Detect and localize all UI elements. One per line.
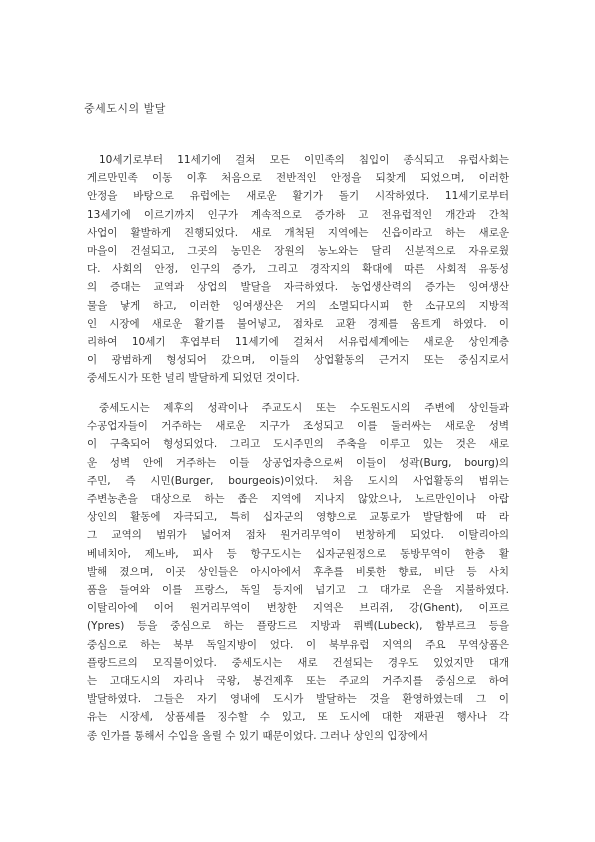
paragraph-line: 중심으로 하는 북부 독일지방이 었다. 이 북부유럽 지역의 주요 무역상품은 [87,638,509,651]
paragraph-line: 물을 낳게 하고, 이러한 잉여생산은 거의 소멸되다시피 한 소규모의 지방적 [87,299,509,312]
paragraph-line: 주변농촌을 대상으로 하는 좁은 지역에 지나지 않았으나, 노르만인이나 아랍 [87,493,509,505]
paragraph-line: 마을이 건설되고, 그곳의 농민은 장원의 농노와는 달리 신분적으로 자유로웠 [87,245,509,257]
paragraph-line: 그 교역의 범위가 넓어져 점차 원거리무역이 번창하게 되었다. 이탈리아의 [87,529,509,542]
paragraph-line: 베네치아, 제노바, 피사 등 항구도시는 십자군원정으로 동방무역이 한층 활 [87,547,509,560]
paragraph-line: 품을 들여와 이를 프랑스, 독일 등지에 넘기고 그 대가로 은을 지불하였다. [87,584,509,596]
paragraph-line: 주민, 즉 시민(Burger, bourgeois)이었다. 처음 도시의 사업활동의 범위는 [87,474,509,487]
paragraph-line: 유는 시장세, 상품세를 징수할 수 있고, 또 도시에 대한 재판권 행사나 각 [87,711,509,724]
paragraph-line: 중세도시가 또한 널리 발달하게 되었던 것이다. [87,372,300,385]
paragraph-line: 인 시장에 새로운 활기를 불어넣고, 점차로 교환 경제를 움트게 하였다. 이 [87,317,509,330]
paragraph-line: 사업이 활발하게 진행되었다. 새로 개척된 지역에는 신읍이라고 하는 새로운 [87,226,509,239]
paragraph-line: 안정을 바탕으로 유럽에는 새로운 활기가 돌기 시작하였다. 11세기로부터 [87,190,509,203]
paragraph-line: 발해 졌으며, 이곳 상인들은 아시아에서 후추를 비롯한 향료, 비단 등 사치 [87,565,509,578]
paragraph-line: 중세도시는 제후의 성곽이나 주교도시 또는 수도원도시의 주변에 상인들과 [99,402,509,414]
paragraph-line: 수공업자들이 거주하는 새로운 지구가 조성되고 이를 둘러싸는 새로운 성벽 [87,420,509,433]
paragraph-line: 상인의 활동에 자극되고, 특히 십자군의 영향으로 교통로가 발달함에 따 라 [87,511,509,524]
paragraph-line: 이 광범하게 형성되어 갔으며, 이들의 상업활동의 근거지 또는 중심지로서 [87,354,509,367]
paragraph-line: 10세기로부터 11세기에 걸쳐 모든 이민족의 침입이 종식되고 유럽사회는 [99,154,509,166]
paragraph-line: 의 증대는 교역과 상업의 발달을 자극하였다. 농업생산력의 증가는 잉여생산 [87,281,509,294]
paragraph-line: 는 고대도시의 자리나 국왕, 봉건제후 또는 주교의 거주지를 중심으로 하여 [87,675,509,687]
paragraph-line: 이 구축되어 형성되었다. 그리고 도시주민의 주축을 이루고 있는 것은 새로 [87,438,509,451]
document-title: 중세도시의 발달 [84,102,166,115]
paragraph-line: 플랑드르의 모직물이었다. 중세도시는 새로 건설되는 경우도 있었지만 대개 [87,656,509,669]
paragraph-line: 다. 사회의 안정, 인구의 증가, 그리고 경작지의 확대에 따른 사회적 유동성 [87,263,509,276]
paragraph-line: 13세기에 이르기까지 인구가 계속적으로 증가하 고 전유럽적인 개간과 간척 [87,208,509,221]
paragraph-line: 발달하였다. 그들은 자기 영내에 도시가 발달하는 것을 환영하였는데 그 이 [87,693,509,706]
paragraph-line: (Ypres) 등을 중심으로 하는 플랑드르 지방과 뤼벡(Lubeck), 함부르크 등을 [87,620,509,633]
paragraph-line: 운 성벽 안에 거주하는 이들 상공업자층으로써 이들이 성곽(Burg, bourg)의 [87,456,509,469]
paragraph-line: 리하여 10세기 후엽부터 11세기에 걸쳐서 서유럽세계에는 새로운 상인계층 [87,336,509,348]
paragraph-line: 이탈리아에 이어 원거리무역이 번창한 지역은 브리쥐, 강(Ghent), 이프르 [87,602,509,615]
paragraph-line: 종 인가를 통해서 수입을 올릴 수 있기 때문이었다. 그러나 상인의 입장에서 [87,729,429,742]
paragraph-line: 게르만민족 이동 이후 처음으로 전반적인 안정을 되찾게 되었으며, 이러한 [87,172,509,185]
